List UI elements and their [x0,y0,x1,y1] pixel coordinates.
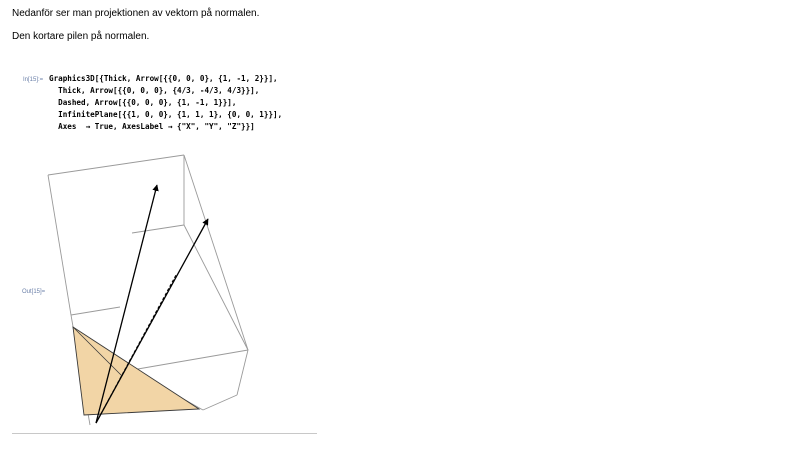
infinite-plane [73,327,199,415]
code-line: Dashed, Arrow[{{0, 0, 0}, {1, -1, 1}}], [49,98,237,107]
output-cell-label: Out[15]= [22,289,46,295]
code-line: Graphics3D[{Thick, Arrow[{{0, 0, 0}, {1, -1, 2}}], [49,74,278,83]
paragraph-projection-intro: Nedanför ser man projektionen av vektorn på normalen. [12,8,260,19]
code-line: Axes → True, AxesLabel → {"X", "Y", "Z"}}] [49,122,255,131]
code-line: InfinitePlane[{{1, 0, 0}, {1, 1, 1}, {0, 0, 1}}], [49,110,283,119]
cell-divider [12,433,317,434]
graphics3d-output[interactable] [40,150,260,435]
paragraph-shorter-arrow: Den kortare pilen på normalen. [12,31,150,42]
input-cell-code[interactable] [49,73,282,133]
input-cell-label: In[15]:= [23,77,44,83]
code-line: Thick, Arrow[{{0, 0, 0}, {4/3, -4/3, 4/3}}], [49,86,260,95]
